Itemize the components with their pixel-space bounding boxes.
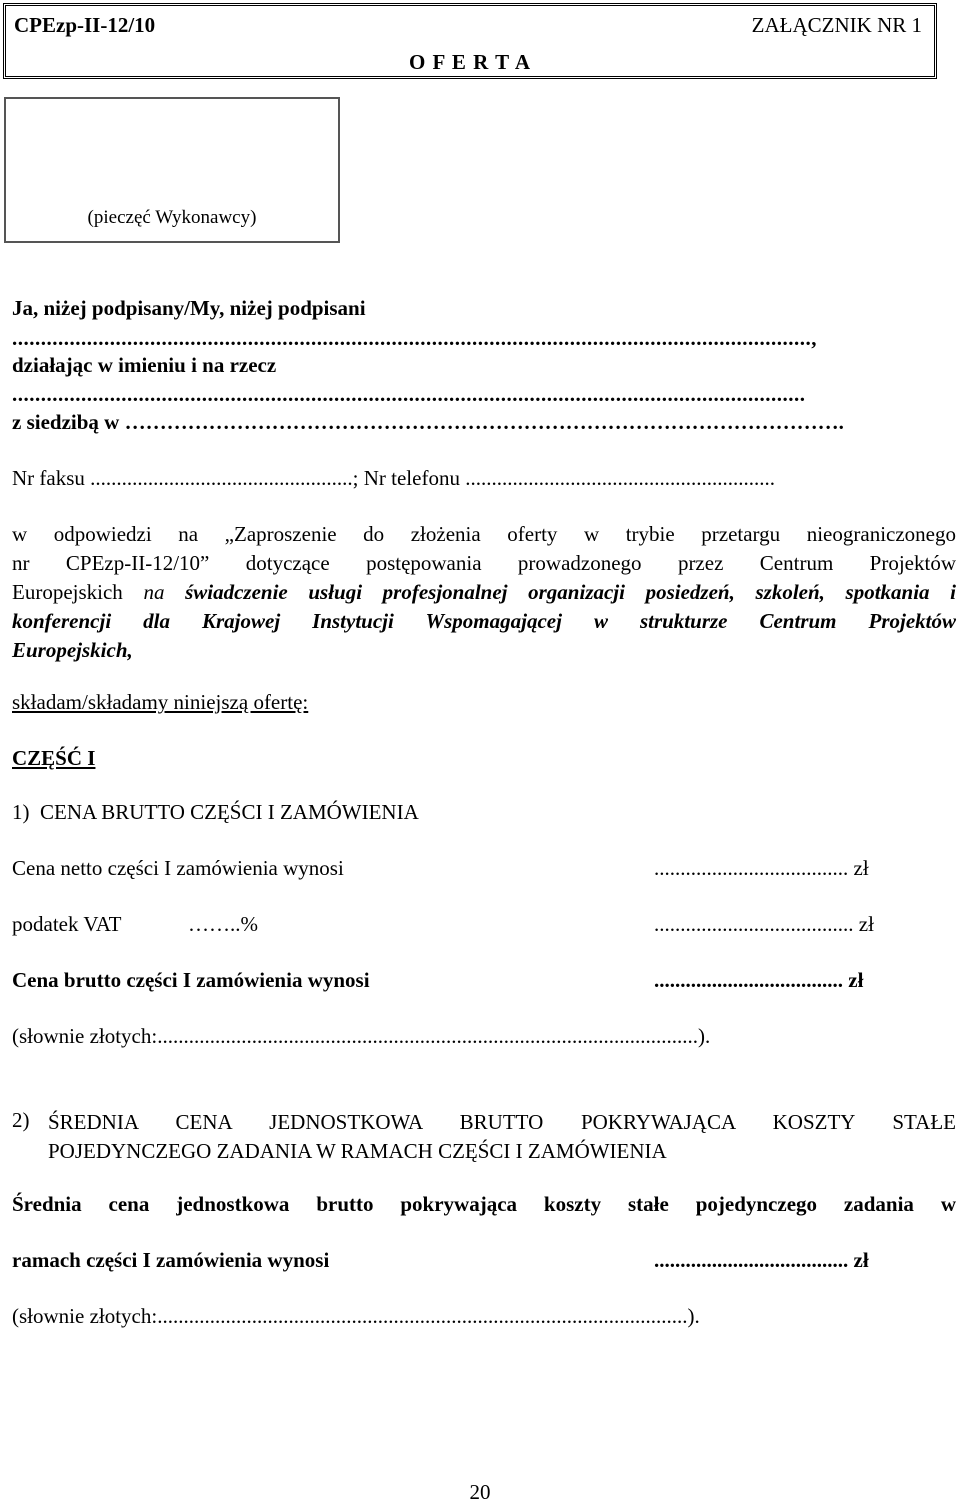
fax-label: Nr faksu — [12, 466, 85, 490]
section-1-heading — [12, 800, 419, 825]
response-line-3-italic: na — [143, 580, 165, 604]
header-box — [3, 3, 937, 79]
contractor-stamp-box — [4, 97, 340, 243]
signatory-intro: Ja, niżej podpisany/My, niżej podpisani — [12, 296, 366, 320]
reference-number: CPEzp-II-12/10 — [14, 13, 156, 37]
net-price-label: Cena netto części I zamówienia wynosi — [12, 856, 344, 880]
page-number: 20 — [469, 1480, 491, 1504]
vat-value: ...................................... zł — [654, 912, 874, 936]
phone-dots: ........................................................... — [465, 466, 775, 490]
response-paragraph — [12, 520, 956, 665]
attachment-label: ZAŁĄCZNIK NR 1 — [751, 13, 922, 37]
response-line-3-plain: Europejskich — [12, 580, 123, 604]
response-line-3 — [12, 578, 956, 607]
section-1-title: CENA BRUTTO CZĘŚCI I ZAMÓWIENIA — [40, 800, 419, 824]
section-2-title-line-1: ŚREDNIA CENA JEDNOSTKOWA BRUTTO POKRYWAJĄCA KOSZTY STAŁE — [48, 1110, 956, 1134]
submit-text: składam/składamy niniejszą ofertę: — [12, 690, 309, 714]
vat-rate: ……..% — [188, 912, 258, 936]
phone-label: ; Nr telefonu — [352, 466, 460, 490]
section-1-words: (słownie złotych:.......................................................................................................). — [12, 1024, 711, 1048]
gross-price-value: .................................... zł — [654, 968, 864, 992]
section-2-number: 2) — [12, 1108, 30, 1132]
response-line-4: konferencji dla Krajowej Instytucji Wspomagającej w strukturze Centrum Projektów — [12, 609, 956, 633]
fax-dots: .................................................. — [90, 466, 353, 490]
seat-line — [12, 410, 844, 435]
response-line-2: nr CPEzp-II-12/10” dotyczące postępowania prowadzonego przez Centrum Projektów — [12, 551, 956, 575]
response-line-1: w odpowiedzi na „Zaproszenie do złożenia oferty w trybie przetargu nieograniczonego — [12, 522, 956, 546]
average-price-label-line-1: Średnia cena jednostkowa brutto pokrywająca koszty stałe pojedynczego zadania w — [12, 1192, 956, 1216]
seat-value: …………………………………………………………………………………………. — [124, 410, 844, 434]
section-1-number: 1) — [12, 800, 30, 824]
fax-phone-line — [12, 466, 775, 491]
net-price-value: ..................................... zł — [654, 856, 869, 880]
section-2-title — [48, 1108, 956, 1166]
document-title: O F E R T A — [408, 50, 532, 74]
acting-on-behalf: działając w imieniu i na rzecz — [12, 353, 277, 377]
vat-label: podatek VAT — [12, 912, 122, 936]
average-price-value: ..................................... zł — [654, 1248, 869, 1272]
signatory-dots-1: ..........................................................................................................................................., — [12, 326, 817, 350]
signatory-dots-2: .......................................................................................................................................... — [12, 382, 806, 406]
seat-label: z siedzibą w — [12, 410, 120, 434]
gross-price-label: Cena brutto części I zamówienia wynosi — [12, 968, 370, 992]
section-2-words: (słownie złotych:.....................................................................................................). — [12, 1304, 700, 1328]
stamp-label: (pieczęć Wykonawcy) — [87, 207, 257, 228]
response-line-3-bold: świadczenie usługi profesjonalnej organizacji posiedzeń, szkoleń, spotkania i — [185, 580, 956, 604]
average-price-label-line-2: ramach części I zamówienia wynosi — [12, 1248, 330, 1272]
response-line-5: Europejskich, — [12, 638, 133, 662]
section-2-title-line-2: POJEDYNCZEGO ZADANIA W RAMACH CZĘŚCI I ZAMÓWIENIA — [48, 1139, 667, 1163]
part-title: CZĘŚĆ I — [12, 746, 96, 770]
